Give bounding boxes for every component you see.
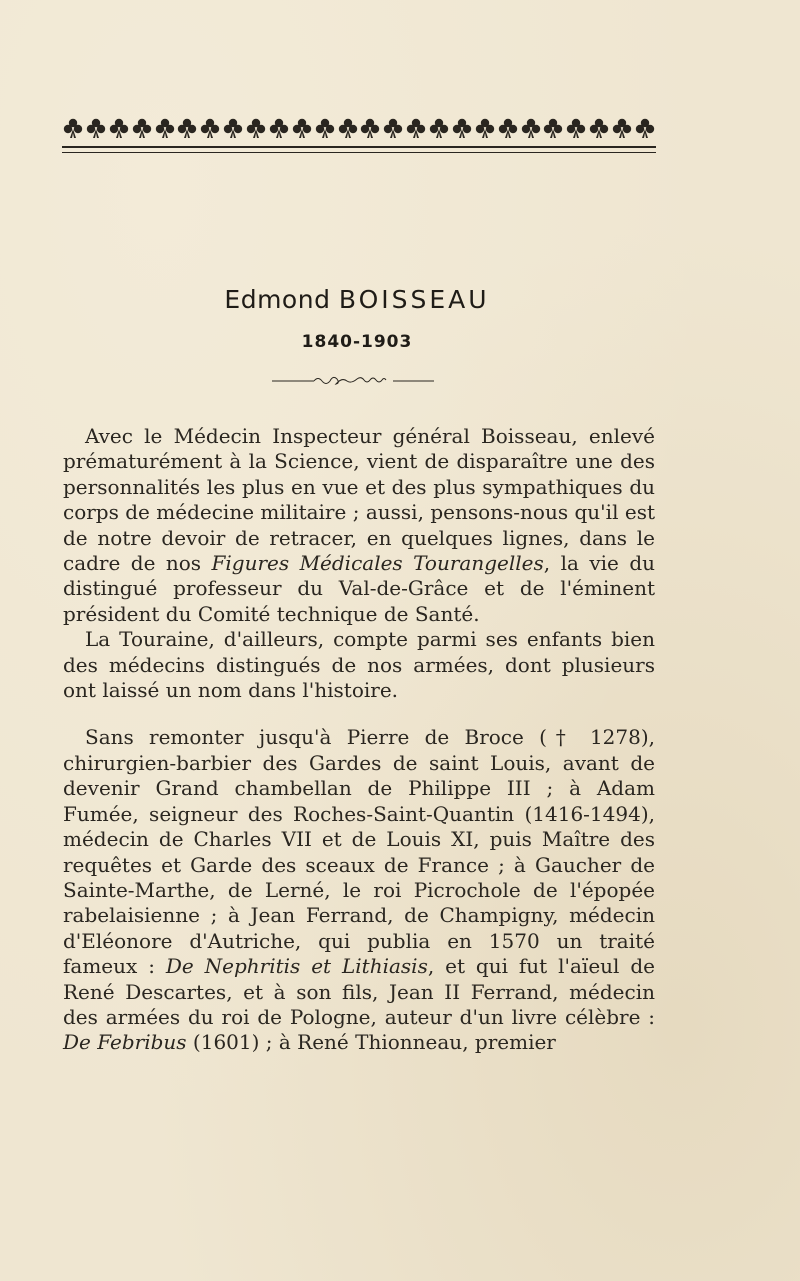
italic-title: De Nephritis et Lithiasis — [165, 954, 428, 979]
trefoil-fleuron-icon — [634, 117, 656, 139]
trefoil-fleuron-icon — [542, 117, 564, 139]
trefoil-fleuron-icon — [382, 117, 404, 139]
decorative-flourish-icon — [272, 372, 434, 388]
trefoil-fleuron-icon — [474, 117, 496, 139]
trefoil-fleuron-icon — [451, 117, 473, 139]
author-name — [0, 285, 714, 314]
trefoil-fleuron-icon — [497, 117, 519, 139]
trefoil-fleuron-icon — [108, 117, 130, 139]
trefoil-fleuron-icon — [85, 117, 107, 139]
paragraph-2: La Touraine, d'ailleurs, compte parmi ses enfants bien des médecins distingués de nos armées, dont plusieurs ont laissé un nom dans l'histoire. — [63, 627, 655, 703]
paragraph-1: Avec le Médecin Inspecteur général Boisseau, enlevé prématurément à la Science, vient de disparaître une des personnalités les plus en vue et des plus sympathiques du corps de médecine militaire ; aussi, pensons-nous qu'il est de notre devoir de retracer, en quelques lignes, dans le cadre de nos Figures Médicales Tourangelles, la vie du distingué professeur du Val-de-Grâce et de l'éminent président du Comité technique de Santé. — [63, 424, 655, 626]
trefoil-fleuron-icon — [428, 117, 450, 139]
ornament-border — [62, 112, 656, 144]
italic-title: Figures Médicales Tourangelles — [211, 551, 544, 576]
author-dates: 1840-1903 — [301, 332, 413, 352]
trefoil-fleuron-icon — [314, 117, 336, 139]
trefoil-fleuron-icon — [131, 117, 153, 139]
trefoil-fleuron-icon — [588, 117, 610, 139]
author-surname: BOISSEAU — [338, 285, 490, 314]
trefoil-fleuron-icon — [268, 117, 290, 139]
trefoil-fleuron-icon — [611, 117, 633, 139]
header-rule-thin — [62, 152, 656, 153]
paragraph-3: Sans remonter jusqu'à Pierre de Broce († 1278), chirurgien-barbier des Gardes de saint Louis, avant de devenir Grand chambellan de Philippe III ; à Adam Fumée, seigneur des Roches-Saint-Quantin (1416-1494), médecin de Charles VII et de Louis XI, puis Maître des requêtes et Garde des sceaux de France ; à Gaucher de Sainte-Marthe, de Lerné, le roi Picrochole de l'épopée rabelaisienne ; à Jean Ferrand, de Champigny, médecin d'Eléonore d'Autriche, qui publia en 1570 un traité fameux : De Nephritis et Lithiasis, et qui fut l'aïeul de René Descartes, et à son fils, Jean II Ferrand, médecin des armées du roi de Pologne, auteur d'un livre célèbre : De Febribus (1601) ; à René Thionneau, premier — [63, 725, 655, 1055]
trefoil-fleuron-icon — [337, 117, 359, 139]
trefoil-fleuron-icon — [565, 117, 587, 139]
trefoil-fleuron-icon — [154, 117, 176, 139]
trefoil-fleuron-icon — [222, 117, 244, 139]
article-body — [63, 424, 655, 1056]
author-first-name: Edmond — [224, 285, 331, 314]
header-rule-thick — [62, 146, 656, 148]
trefoil-fleuron-icon — [405, 117, 427, 139]
trefoil-fleuron-icon — [291, 117, 313, 139]
trefoil-fleuron-icon — [176, 117, 198, 139]
trefoil-fleuron-icon — [62, 117, 84, 139]
trefoil-fleuron-icon — [199, 117, 221, 139]
trefoil-fleuron-icon — [520, 117, 542, 139]
trefoil-fleuron-icon — [359, 117, 381, 139]
trefoil-fleuron-icon — [245, 117, 267, 139]
italic-title: De Febribus — [63, 1030, 187, 1055]
